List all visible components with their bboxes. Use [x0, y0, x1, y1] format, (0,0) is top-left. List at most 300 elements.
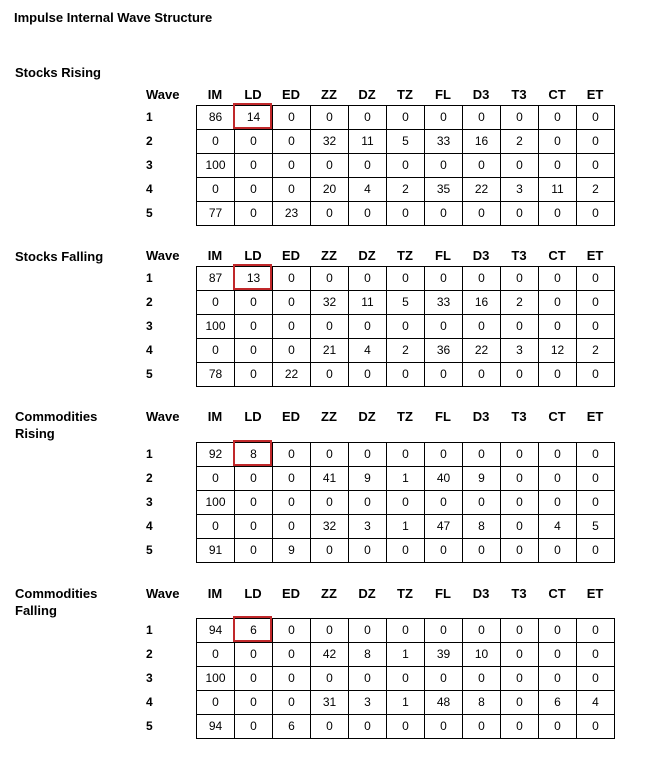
column-header-tz: TZ	[397, 87, 413, 102]
table-cell: 3	[349, 515, 387, 539]
table-cell: 0	[539, 443, 577, 467]
table-cell: 0	[349, 619, 387, 643]
table-cell: 0	[387, 315, 425, 339]
column-header-ed: ED	[281, 409, 301, 424]
table-cell: 0	[311, 363, 349, 387]
table-cell: 4	[539, 515, 577, 539]
column-header-im: IM	[207, 409, 223, 424]
table-cell: 0	[539, 363, 577, 387]
table-cell: 0	[539, 130, 577, 154]
wave-column-header: Wave	[146, 248, 180, 263]
table-cell: 0	[235, 291, 273, 315]
table-cell: 0	[463, 202, 501, 226]
wave-table	[196, 266, 615, 387]
column-header-zz: ZZ	[321, 409, 337, 424]
table-cell: 2	[577, 339, 615, 363]
column-header-ct: CT	[548, 586, 566, 601]
table-cell: 0	[539, 202, 577, 226]
column-header-im: IM	[207, 248, 223, 263]
wave-table	[196, 105, 615, 226]
table-cell: 2	[387, 339, 425, 363]
table-cell: 0	[425, 491, 463, 515]
table-cell: 40	[425, 467, 463, 491]
table-cell: 2	[577, 178, 615, 202]
column-header-t3: T3	[511, 248, 527, 263]
table-cell: 0	[501, 539, 539, 563]
column-header-dz: DZ	[358, 248, 376, 263]
table-cell: 8	[349, 643, 387, 667]
table-row	[197, 267, 615, 291]
table-cell: 33	[425, 130, 463, 154]
table-cell: 3	[501, 178, 539, 202]
table-cell: 0	[463, 539, 501, 563]
table-cell: 0	[539, 715, 577, 739]
table-cell: 100	[197, 667, 235, 691]
table-cell: 0	[387, 443, 425, 467]
table-cell: 0	[235, 539, 273, 563]
table-cell: 0	[387, 267, 425, 291]
table-cell: 31	[311, 691, 349, 715]
table-cell: 0	[311, 154, 349, 178]
table-cell: 0	[539, 154, 577, 178]
table-cell: 0	[387, 106, 425, 130]
column-header-ld: LD	[244, 409, 262, 424]
table-cell: 0	[463, 667, 501, 691]
table-cell: 0	[425, 363, 463, 387]
table-cell: 0	[425, 202, 463, 226]
table-cell: 0	[501, 643, 539, 667]
table-cell: 13	[235, 267, 273, 291]
table-cell: 0	[425, 667, 463, 691]
column-header-dz: DZ	[358, 409, 376, 424]
table-cell: 86	[197, 106, 235, 130]
table-cell: 42	[311, 643, 349, 667]
wave-number: 1	[146, 447, 153, 461]
column-header-im: IM	[207, 87, 223, 102]
table-cell: 3	[501, 339, 539, 363]
table-cell: 0	[577, 539, 615, 563]
table-cell: 0	[539, 539, 577, 563]
table-row	[197, 619, 615, 643]
table-cell: 0	[235, 363, 273, 387]
column-header-et: ET	[586, 409, 604, 424]
table-cell: 0	[463, 619, 501, 643]
table-cell: 32	[311, 515, 349, 539]
table-cell: 0	[425, 443, 463, 467]
column-header-tz: TZ	[397, 586, 413, 601]
table-cell: 0	[273, 267, 311, 291]
table-cell: 1	[387, 643, 425, 667]
table-cell: 0	[197, 643, 235, 667]
table-cell: 100	[197, 315, 235, 339]
wave-number: 4	[146, 343, 153, 357]
table-cell: 0	[349, 715, 387, 739]
table-cell: 0	[463, 315, 501, 339]
wave-number: 5	[146, 206, 153, 220]
table-cell: 0	[311, 202, 349, 226]
table-cell: 87	[197, 267, 235, 291]
table-cell: 94	[197, 715, 235, 739]
table-cell: 0	[273, 515, 311, 539]
column-header-ct: CT	[548, 248, 566, 263]
section-title: Stocks Falling	[15, 249, 104, 264]
wave-number: 5	[146, 367, 153, 381]
table-row	[197, 443, 615, 467]
table-cell: 0	[311, 667, 349, 691]
table-cell: 0	[273, 130, 311, 154]
table-cell: 0	[501, 691, 539, 715]
table-row	[197, 291, 615, 315]
table-cell: 0	[273, 178, 311, 202]
column-header-ld: LD	[244, 87, 262, 102]
table-cell: 0	[311, 491, 349, 515]
table-cell: 5	[577, 515, 615, 539]
wave-column-header: Wave	[146, 87, 180, 102]
table-cell: 0	[273, 619, 311, 643]
table-cell: 0	[311, 619, 349, 643]
column-header-et: ET	[586, 248, 604, 263]
table-cell: 14	[235, 106, 273, 130]
table-cell: 39	[425, 643, 463, 667]
table-row	[197, 339, 615, 363]
table-cell: 0	[273, 667, 311, 691]
table-cell: 23	[273, 202, 311, 226]
table-cell: 0	[311, 267, 349, 291]
table-cell: 33	[425, 291, 463, 315]
table-cell: 22	[273, 363, 311, 387]
table-cell: 0	[197, 515, 235, 539]
table-cell: 5	[387, 291, 425, 315]
table-cell: 11	[349, 130, 387, 154]
table-cell: 0	[577, 619, 615, 643]
table-cell: 0	[425, 715, 463, 739]
table-cell: 0	[273, 315, 311, 339]
table-cell: 0	[501, 491, 539, 515]
table-cell: 0	[577, 667, 615, 691]
table-cell: 32	[311, 291, 349, 315]
table-row	[197, 539, 615, 563]
table-cell: 0	[425, 619, 463, 643]
table-cell: 0	[311, 539, 349, 563]
section-title	[15, 408, 97, 442]
table-cell: 0	[349, 539, 387, 563]
table-row	[197, 154, 615, 178]
table-row	[197, 178, 615, 202]
section-title-line: Rising	[15, 426, 55, 441]
table-cell: 0	[349, 202, 387, 226]
table-cell: 0	[387, 491, 425, 515]
table-cell: 0	[235, 130, 273, 154]
table-cell: 0	[235, 667, 273, 691]
section-title-line: Commodities	[15, 586, 98, 601]
table-cell: 0	[235, 339, 273, 363]
table-cell: 0	[273, 491, 311, 515]
table-cell: 9	[463, 467, 501, 491]
table-cell: 0	[577, 202, 615, 226]
table-cell: 0	[349, 443, 387, 467]
column-header-et: ET	[586, 586, 604, 601]
table-cell: 0	[501, 715, 539, 739]
column-header-ed: ED	[281, 586, 301, 601]
table-cell: 0	[539, 667, 577, 691]
table-cell: 6	[273, 715, 311, 739]
column-header-dz: DZ	[358, 87, 376, 102]
table-row	[197, 715, 615, 739]
column-header-zz: ZZ	[321, 248, 337, 263]
column-header-zz: ZZ	[321, 87, 337, 102]
wave-number: 4	[146, 695, 153, 709]
table-cell: 0	[501, 515, 539, 539]
table-cell: 2	[501, 291, 539, 315]
table-cell: 100	[197, 154, 235, 178]
table-cell: 0	[387, 202, 425, 226]
table-cell: 0	[197, 291, 235, 315]
column-header-et: ET	[586, 87, 604, 102]
table-cell: 0	[577, 106, 615, 130]
table-cell: 100	[197, 491, 235, 515]
table-cell: 0	[235, 178, 273, 202]
column-header-fl: FL	[435, 87, 451, 102]
table-cell: 0	[387, 667, 425, 691]
table-row	[197, 363, 615, 387]
table-cell: 0	[463, 154, 501, 178]
column-header-ed: ED	[281, 248, 301, 263]
wave-number: 4	[146, 182, 153, 196]
section-title-line: Commodities	[15, 409, 98, 424]
wave-number: 3	[146, 495, 153, 509]
section-title: Stocks Rising	[15, 65, 101, 80]
table-cell: 0	[387, 539, 425, 563]
table-cell: 0	[387, 154, 425, 178]
table-cell: 0	[349, 363, 387, 387]
wave-number: 2	[146, 471, 153, 485]
table-cell: 0	[501, 467, 539, 491]
table-cell: 0	[235, 515, 273, 539]
table-cell: 0	[349, 154, 387, 178]
table-cell: 0	[235, 643, 273, 667]
table-cell: 0	[425, 106, 463, 130]
table-cell: 5	[387, 130, 425, 154]
column-header-ct: CT	[548, 87, 566, 102]
table-row	[197, 643, 615, 667]
table-row	[197, 315, 615, 339]
table-cell: 6	[235, 619, 273, 643]
table-cell: 0	[501, 443, 539, 467]
table-cell: 0	[463, 715, 501, 739]
table-cell: 3	[349, 691, 387, 715]
table-cell: 78	[197, 363, 235, 387]
table-cell: 0	[425, 154, 463, 178]
column-header-d3: D3	[472, 409, 490, 424]
table-cell: 0	[235, 467, 273, 491]
table-cell: 0	[577, 154, 615, 178]
table-cell: 0	[501, 667, 539, 691]
table-cell: 0	[539, 619, 577, 643]
table-cell: 0	[539, 467, 577, 491]
wave-column-header: Wave	[146, 409, 180, 424]
table-row	[197, 515, 615, 539]
table-cell: 1	[387, 467, 425, 491]
table-row	[197, 467, 615, 491]
table-cell: 0	[387, 363, 425, 387]
table-cell: 0	[273, 691, 311, 715]
column-header-t3: T3	[511, 409, 527, 424]
table-cell: 0	[577, 363, 615, 387]
table-cell: 92	[197, 443, 235, 467]
table-cell: 0	[539, 106, 577, 130]
table-cell: 47	[425, 515, 463, 539]
table-cell: 0	[425, 539, 463, 563]
wave-number: 2	[146, 647, 153, 661]
table-cell: 0	[387, 715, 425, 739]
table-cell: 0	[501, 267, 539, 291]
section-title-line: Falling	[15, 603, 57, 618]
section-title	[15, 585, 97, 619]
table-cell: 0	[235, 315, 273, 339]
table-cell: 0	[197, 691, 235, 715]
table-row	[197, 202, 615, 226]
table-cell: 0	[425, 315, 463, 339]
table-cell: 11	[539, 178, 577, 202]
wave-number: 5	[146, 719, 153, 733]
table-cell: 0	[539, 643, 577, 667]
table-cell: 0	[197, 467, 235, 491]
table-cell: 0	[501, 315, 539, 339]
wave-number: 4	[146, 519, 153, 533]
wave-number: 3	[146, 671, 153, 685]
table-cell: 0	[311, 106, 349, 130]
table-cell: 4	[577, 691, 615, 715]
table-cell: 2	[387, 178, 425, 202]
table-cell: 1	[387, 515, 425, 539]
wave-number: 5	[146, 543, 153, 557]
table-cell: 91	[197, 539, 235, 563]
table-cell: 41	[311, 467, 349, 491]
table-cell: 1	[387, 691, 425, 715]
column-header-ed: ED	[281, 87, 301, 102]
table-cell: 0	[273, 291, 311, 315]
table-cell: 48	[425, 691, 463, 715]
table-cell: 94	[197, 619, 235, 643]
column-header-d3: D3	[472, 586, 490, 601]
table-cell: 22	[463, 178, 501, 202]
table-cell: 0	[539, 267, 577, 291]
wave-number: 1	[146, 623, 153, 637]
table-cell: 0	[197, 130, 235, 154]
table-cell: 0	[387, 619, 425, 643]
table-cell: 0	[577, 443, 615, 467]
table-cell: 0	[197, 178, 235, 202]
table-cell: 0	[577, 130, 615, 154]
table-cell: 20	[311, 178, 349, 202]
wave-number: 1	[146, 110, 153, 124]
table-row	[197, 691, 615, 715]
table-cell: 0	[501, 363, 539, 387]
table-cell: 0	[235, 154, 273, 178]
table-cell: 0	[311, 715, 349, 739]
column-header-fl: FL	[435, 248, 451, 263]
table-cell: 0	[273, 467, 311, 491]
table-cell: 0	[501, 202, 539, 226]
table-cell: 0	[349, 267, 387, 291]
table-cell: 0	[501, 154, 539, 178]
table-row	[197, 667, 615, 691]
table-cell: 8	[463, 691, 501, 715]
table-cell: 0	[539, 315, 577, 339]
table-cell: 4	[349, 339, 387, 363]
table-cell: 32	[311, 130, 349, 154]
table-cell: 0	[577, 643, 615, 667]
table-cell: 0	[197, 339, 235, 363]
table-cell: 0	[463, 267, 501, 291]
column-header-zz: ZZ	[321, 586, 337, 601]
column-header-tz: TZ	[397, 409, 413, 424]
table-cell: 0	[539, 491, 577, 515]
table-cell: 0	[577, 315, 615, 339]
column-header-d3: D3	[472, 87, 490, 102]
table-cell: 0	[577, 291, 615, 315]
table-cell: 0	[349, 491, 387, 515]
table-cell: 21	[311, 339, 349, 363]
table-cell: 16	[463, 291, 501, 315]
table-cell: 0	[311, 443, 349, 467]
table-cell: 0	[463, 106, 501, 130]
column-header-tz: TZ	[397, 248, 413, 263]
column-header-im: IM	[207, 586, 223, 601]
table-cell: 10	[463, 643, 501, 667]
table-cell: 0	[273, 643, 311, 667]
table-cell: 0	[273, 106, 311, 130]
table-cell: 2	[501, 130, 539, 154]
wave-column-header: Wave	[146, 586, 180, 601]
table-cell: 0	[501, 106, 539, 130]
column-header-dz: DZ	[358, 586, 376, 601]
table-cell: 0	[463, 491, 501, 515]
page-title: Impulse Internal Wave Structure	[14, 10, 213, 25]
column-header-ct: CT	[548, 409, 566, 424]
table-cell: 36	[425, 339, 463, 363]
table-cell: 0	[311, 315, 349, 339]
table-cell: 9	[273, 539, 311, 563]
table-cell: 0	[273, 154, 311, 178]
table-cell: 0	[235, 691, 273, 715]
table-cell: 77	[197, 202, 235, 226]
table-cell: 0	[349, 106, 387, 130]
wave-number: 3	[146, 319, 153, 333]
table-cell: 0	[235, 715, 273, 739]
wave-table	[196, 618, 615, 739]
table-row	[197, 130, 615, 154]
wave-number: 1	[146, 271, 153, 285]
column-header-fl: FL	[435, 409, 451, 424]
table-cell: 0	[463, 443, 501, 467]
table-cell: 0	[425, 267, 463, 291]
column-header-t3: T3	[511, 87, 527, 102]
table-cell: 0	[273, 339, 311, 363]
column-header-d3: D3	[472, 248, 490, 263]
table-cell: 0	[235, 202, 273, 226]
table-cell: 0	[577, 491, 615, 515]
table-cell: 0	[539, 291, 577, 315]
table-cell: 6	[539, 691, 577, 715]
table-cell: 8	[463, 515, 501, 539]
table-cell: 0	[349, 667, 387, 691]
table-row	[197, 491, 615, 515]
column-header-ld: LD	[244, 586, 262, 601]
wave-number: 2	[146, 295, 153, 309]
wave-table	[196, 442, 615, 563]
table-cell: 0	[501, 619, 539, 643]
